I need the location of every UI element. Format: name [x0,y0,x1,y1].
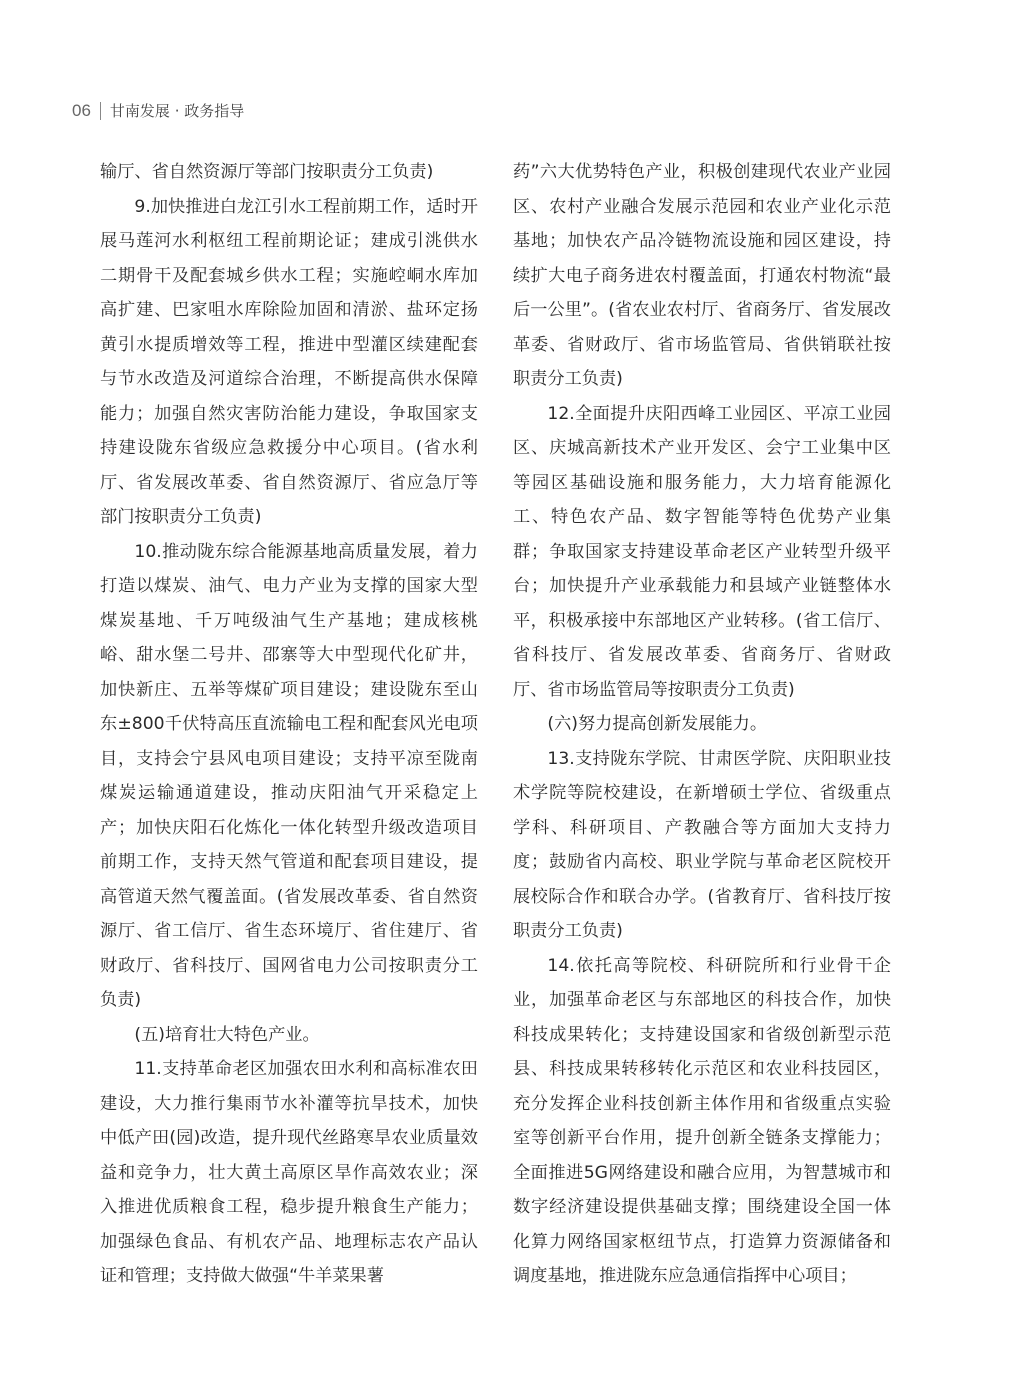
page-number: 06 [72,100,91,120]
paragraph: 11.支持革命老区加强农田水利和高标准农田建设，大力推行集雨节水补灌等抗旱技术，加快中低产田(园)改造，提升现代丝路寒旱农业质量效益和竞争力，壮大黄土高原区旱作高效农业；深入推进优质粮食工程，稳步提升粮食生产能力；加强绿色食品、有机农产品、地理标志农产品认证和管理；支持做大做强“牛羊菜果薯 [100,1059,478,1286]
publication-title: 甘南发展 · 政务指导 [109,102,245,120]
header-divider [100,102,101,120]
section-heading: (六)努力提高创新发展能力。 [547,714,768,734]
paragraph: 10.推动陇东综合能源基地高质量发展，着力打造以煤炭、油气、电力产业为支撑的国家大型煤炭基地、千万吨级油气生产基地；建成核桃峪、甜水堡二号井、邵寨等大中型现代化矿井，加快新庄、五举等煤矿项目建设；建设陇东至山东±800千伏特高压直流输电工程和配套风光电项目，支持会宁县风电项目建设；支持平凉至陇南煤炭运输通道建设，推动庆阳油气开采稳定上产；加快庆阳石化炼化一体化转型升级改造项目前期工作，支持天然气管道和配套项目建设，提高管道天然气覆盖面。(省发展改革委、省自然资源厅、省工信厅、省生态环境厅、省住建厅、省财政厅、省科技厅、国网省电力公司按职责分工负责) [100,541,478,1010]
paragraph: 12.全面提升庆阳西峰工业园区、平凉工业园区、庆城高新技术产业开发区、会宁工业集中区等园区基础设施和服务能力，大力培育能源化工、特色农产品、数字智能等特色优势产业集群；争取国家支持建设革命老区产业转型升级平台；加快提升产业承载能力和县域产业链整体水平，积极承接中东部地区产业转移。(省工信厅、省科技厅、省发展改革委、省商务厅、省财政厅、省市场监管局等按职责分工负责) [513,403,891,700]
paragraph: 13.支持陇东学院、甘肃医学院、庆阳职业技术学院等院校建设，在新增硕士学位、省级重点学科、科研项目、产教融合等方面加大支持力度；鼓励省内高校、职业学院与革命老区院校开展校际合作和联合办学。(省教育厅、省科技厅按职责分工负责) [513,748,891,941]
page-header [72,100,244,121]
paragraph: 药”六大优势特色产业，积极创建现代农业产业园区、农村产业融合发展示范园和农业产业化示范基地；加快农产品冷链物流设施和园区建设，持续扩大电子商务进农村覆盖面，打通农村物流“最后一公里”。(省农业农村厅、省商务厅、省发展改革委、省财政厅、省市场监管局、省供销联社按职责分工负责) [513,162,891,389]
right-column [513,155,891,1294]
paragraph: 14.依托高等院校、科研院所和行业骨干企业，加强革命老区与东部地区的科技合作，加快科技成果转化；支持建设国家和省级创新型示范县、科技成果转移转化示范区和农业科技园区，充分发挥企业科技创新主体作用和省级重点实验室等创新平台作用，提升创新全链条支撑能力；全面推进5G网络建设和融合应用，为智慧城市和数字经济建设提供基础支撑；围绕建设全国一体化算力网络国家枢纽节点，打造算力资源储备和调度基地，推进陇东应急通信指挥中心项目； [513,955,891,1286]
section-heading: (五)培育壮大特色产业。 [134,1024,320,1045]
left-column [100,155,478,1294]
paragraph: 输厅、省自然资源厅等部门按职责分工负责) [100,162,434,182]
paragraph: 9.加快推进白龙江引水工程前期工作，适时开展马莲河水利枢纽工程前期论证；建成引洮供水二期骨干及配套城乡供水工程；实施崆峒水库加高扩建、巴家咀水库除险加固和清淤、盐环定扬黄引水提质增效等工程，推进中型灌区续建配套与节水改造及河道综合治理，不断提高供水保障能力；加强自然灾害防治能力建设，争取国家支持建设陇东省级应急救援分中心项目。(省水利厅、省发展改革委、省自然资源厅、省应急厅等部门按职责分工负责) [100,196,478,527]
